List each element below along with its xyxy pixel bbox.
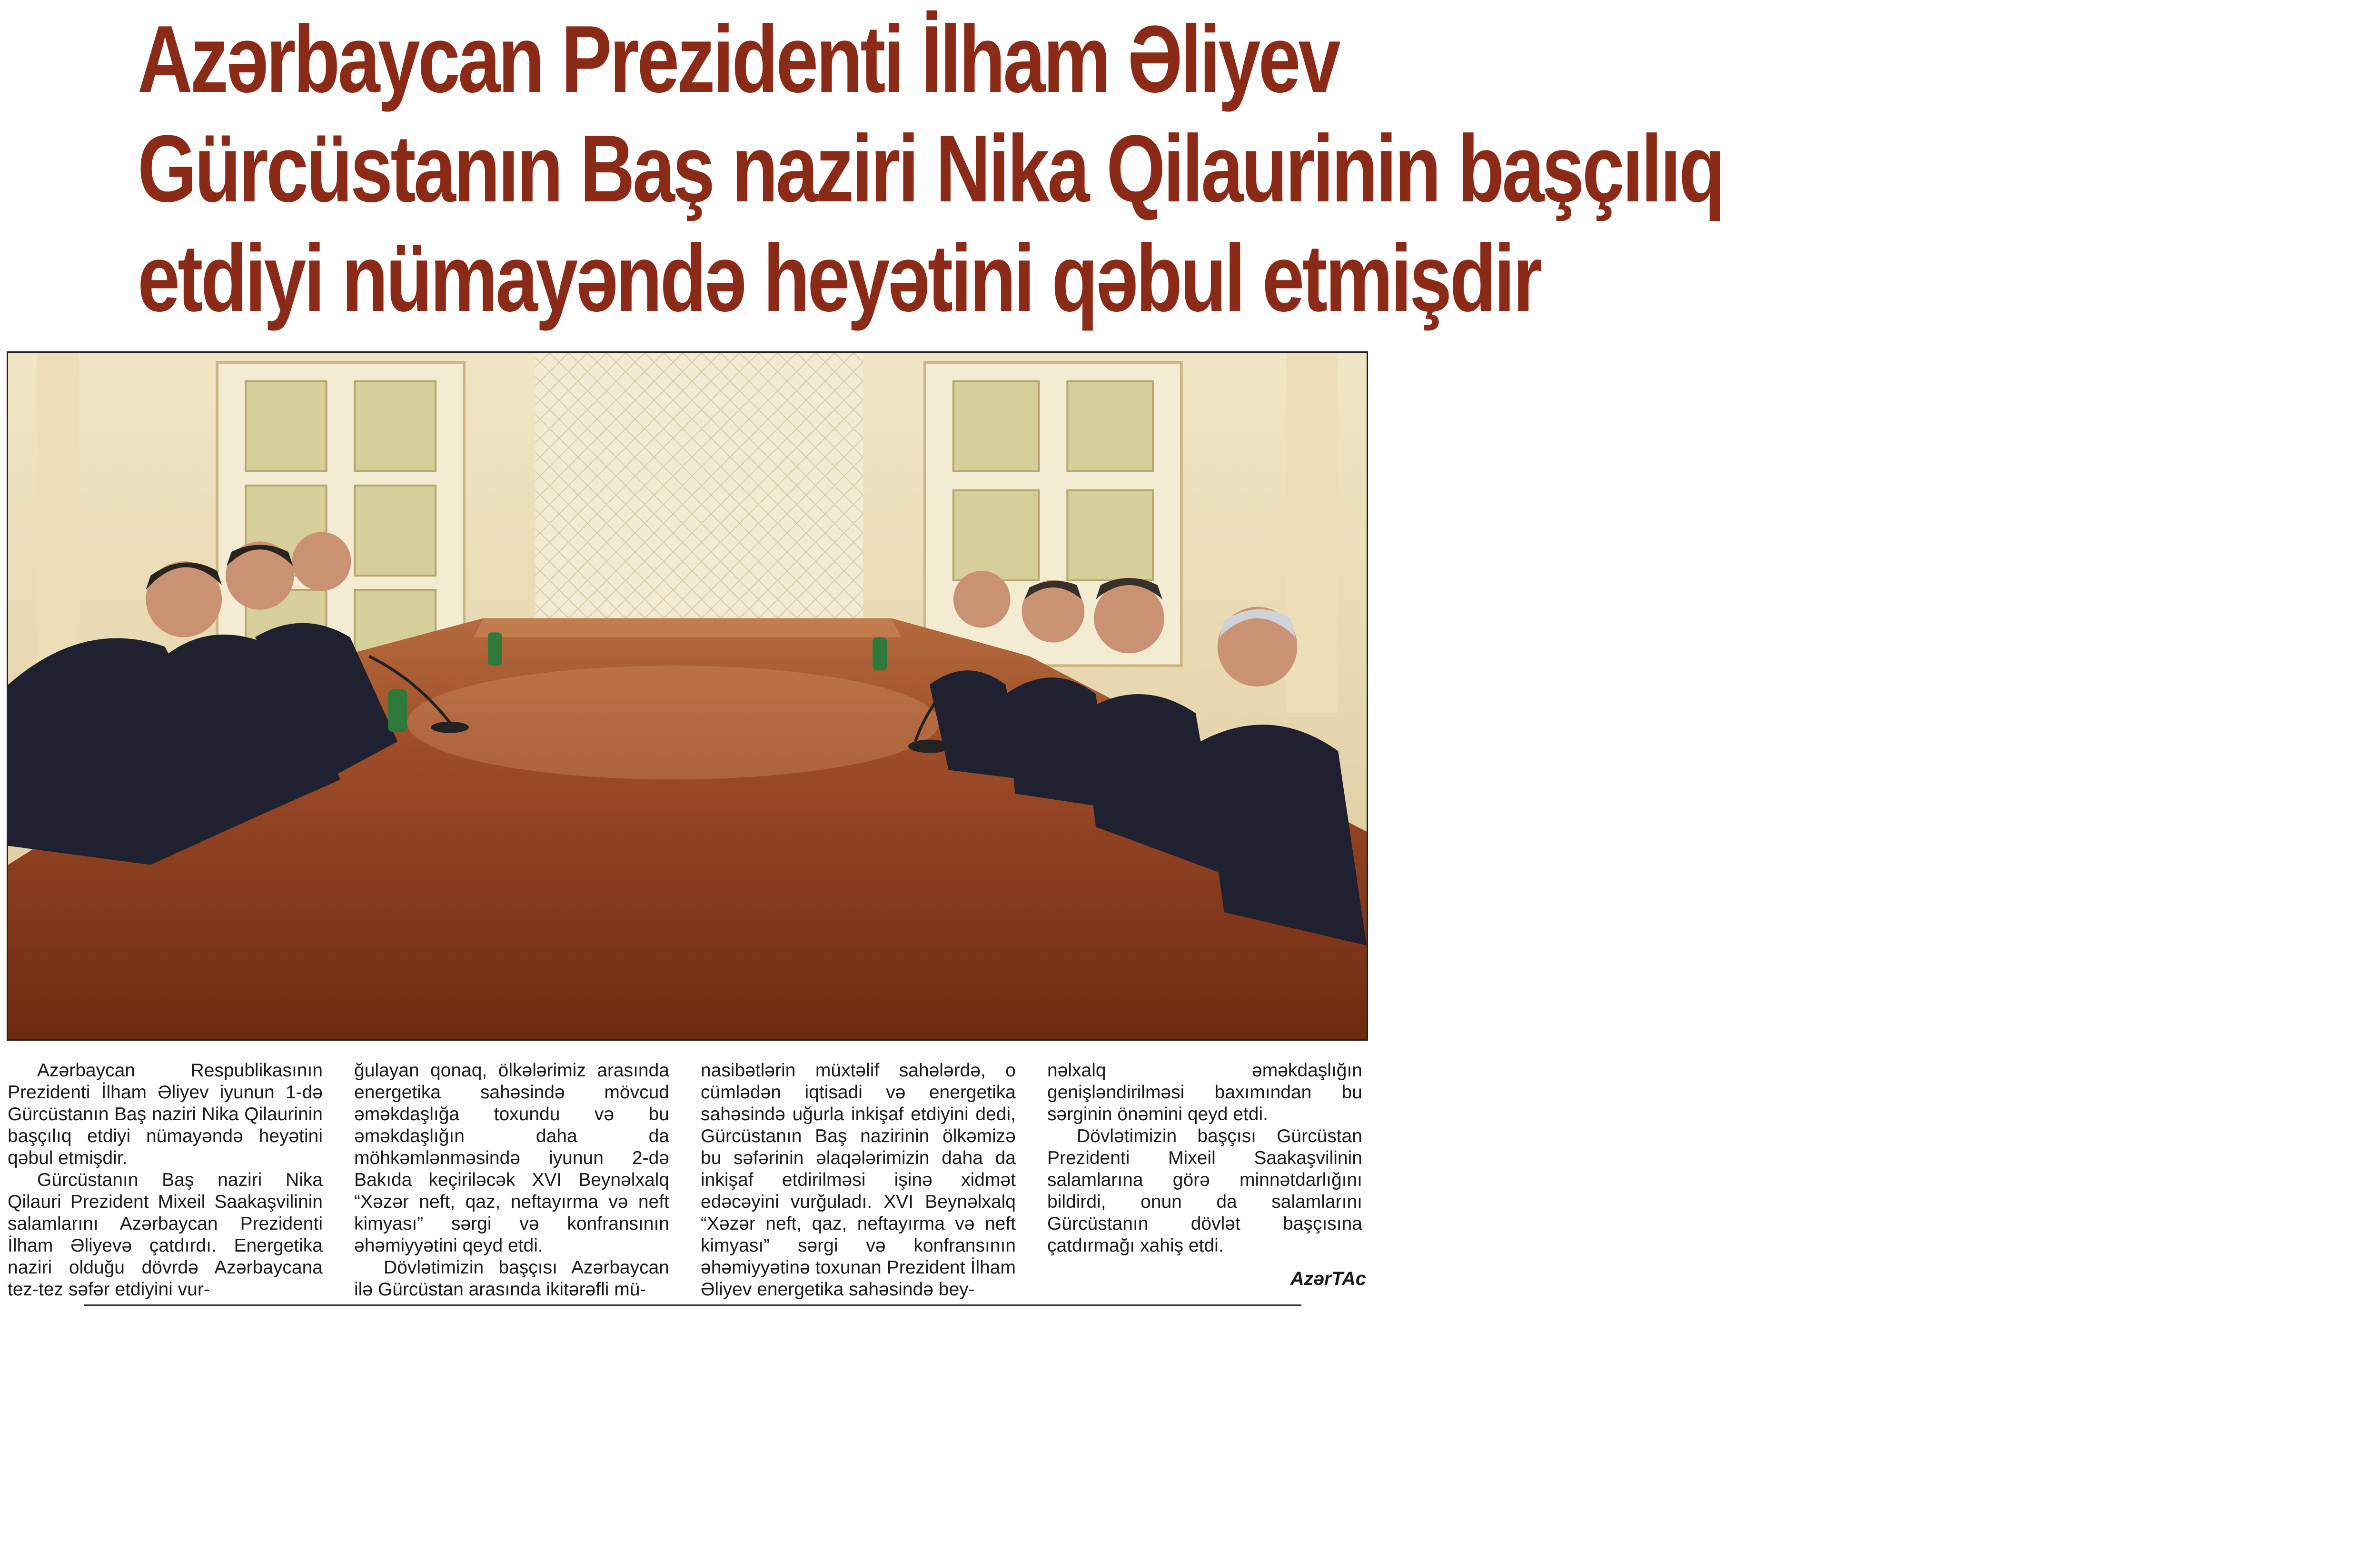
headline-line-1: Azərbaycan Prezidenti İlham Əliyev [138, 6, 1339, 112]
article-paragraph: Dövlətimizin başçısı Gürcüstan Prezidenti Mixeil Saakaşvilinin salamlarına görə minnətdarlığını bildirdi, onun da salamlarını Gürcüstanın dövlət başçısına çatdırmağı xahiş etdi. [1047, 1126, 1362, 1256]
article-paragraph: Gürcüstanın Baş naziri Nika Qilauri Prezident Mixeil Saakaşvilinin salamlarını Azərbaycan Prezidenti İlham Əliyevə çatdırdı. Energetika naziri olduğu dövrdə Azərbaycana tez-tez səfər etdiyini vur- [8, 1170, 323, 1300]
article-column-4 [1047, 1060, 1362, 1257]
meeting-photo [7, 351, 1368, 1041]
article-column-1 [8, 1060, 323, 1301]
source-credit: AzərTAc [1290, 1268, 1366, 1289]
headline-line-2: Gürcüstanın Baş naziri Nika Qilaurinin başçılıq [138, 116, 1723, 222]
bottom-divider [84, 1304, 1301, 1306]
article-paragraph: Dövlətimizin başçısı Azərbaycan ilə Gürcüstan arasında ikitərəfli mü- [354, 1257, 669, 1300]
article-paragraph: ğulayan qonaq, ölkələrimiz arasında energetika sahəsində mövcud əməkdaşlığa toxundu və bu əməkdaşlığın daha da möhkəmlənməsində iyunun 2-də Bakıda keçiriləcək XVI Beynəlxalq “Xəzər neft, qaz, neftayırma və neft kimyası” sərgi və konfransının əhəmiyyətini qeyd etdi. [354, 1060, 669, 1256]
article-paragraph: nasibətlərin müxtəlif sahələrdə, o cümlədən iqtisadi və energetika sahəsində uğurla inkişaf etdiyini dedi, Gürcüstanın Baş nazirinin ölkəmizə bu səfərinin əlaqələrimizin daha da inkişaf etdirilməsi işinə xidmət edəcəyini vurğuladı. XVI Beynəlxalq “Xəzər neft, qaz, neftayırma və neft kimyası” sərgi və konfransının əhəmiyyətinə toxunan Prezident İlham Əliyev energetika sahəsində bey- [701, 1060, 1016, 1300]
article-column-3 [701, 1060, 1016, 1301]
article-column-2 [354, 1060, 669, 1301]
article-paragraph: Azərbaycan Respublikasının Prezidenti İlham Əliyev iyunun 1-də Gürcüstanın Baş naziri Nika Qilaurinin başçılıq etdiyi nümayəndə heyətini qəbul etmişdir. [8, 1060, 323, 1168]
headline-line-3: etdiyi nümayəndə heyətini qəbul etmişdir [138, 225, 1540, 331]
article-paragraph: nəlxalq əməkdaşlığın genişləndirilməsi baxımından bu sərginin önəmini qeyd etdi. [1047, 1060, 1362, 1124]
meeting-photo-illustration [8, 353, 1367, 1039]
